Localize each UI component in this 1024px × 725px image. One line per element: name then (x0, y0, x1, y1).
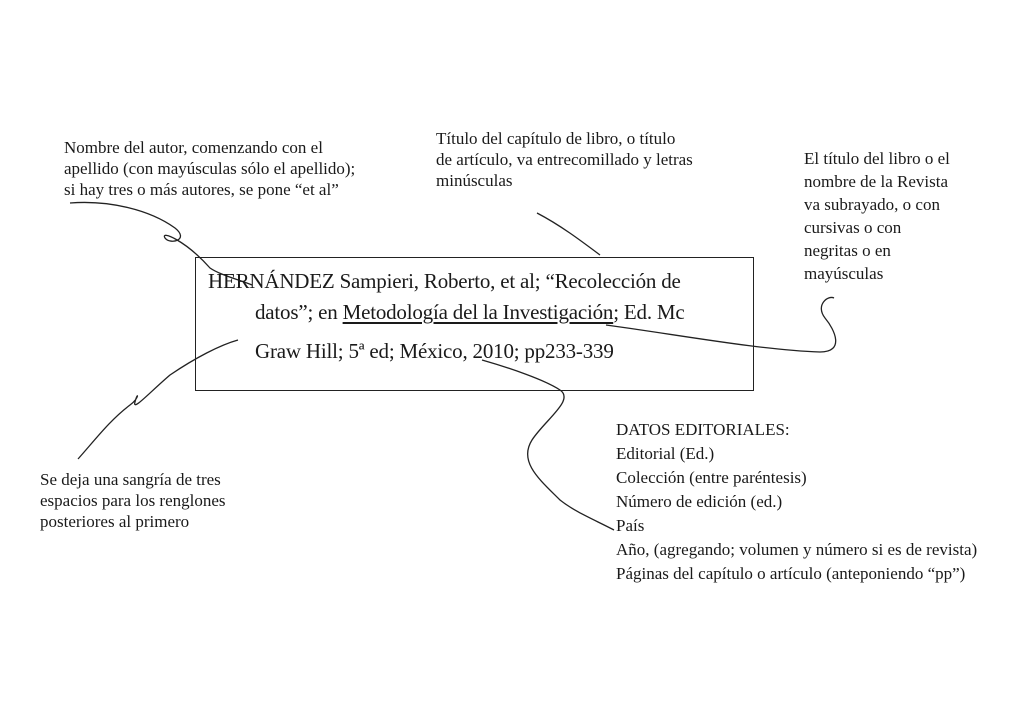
note-line: nombre de la Revista (804, 172, 948, 191)
reference-box (195, 257, 754, 391)
note-line: Editorial (Ed.) (616, 444, 715, 463)
note-line: Nombre del autor, comenzando con el (64, 138, 323, 157)
annotation-editorial-data (616, 418, 977, 586)
annotation-chapter-title (436, 128, 693, 191)
reference-text: datos”; en (255, 300, 343, 324)
reference-line-3: Graw Hill; 5ª ed; México, 2010; pp233-339 (255, 339, 614, 363)
note-heading: DATOS EDITORIALES: (616, 420, 790, 439)
note-line: si hay tres o más autores, se pone “et al” (64, 180, 339, 199)
annotation-author (64, 137, 355, 200)
note-line: País (616, 516, 645, 535)
note-line: cursivas o con (804, 218, 902, 237)
annotation-indent (40, 469, 226, 532)
note-line: minúsculas (436, 171, 513, 190)
note-line: espacios para los renglones (40, 491, 226, 510)
note-line: posteriores al primero (40, 512, 190, 531)
note-line: apellido (con mayúsculas sólo el apellido); (64, 159, 356, 178)
note-line: va subrayado, o con (804, 195, 940, 214)
note-line: Páginas del capítulo o artículo (anteponiendo “pp”) (616, 564, 966, 583)
reference-book-title: Metodología del la Investigación (342, 300, 614, 324)
note-line: Año, (agregando; volumen y número si es de revista) (616, 540, 978, 559)
note-line: negritas o en (804, 241, 891, 260)
note-line: Colección (entre paréntesis) (616, 468, 807, 487)
note-line: de artículo, va entrecomillado y letras (436, 150, 693, 169)
reference-text: ; Ed. Mc (613, 300, 685, 324)
connector-titulo (537, 213, 600, 255)
reference-line-1: HERNÁNDEZ Sampieri, Roberto, et al; “Recolección de (208, 269, 681, 293)
note-line: Se deja una sangría de tres (40, 470, 221, 489)
reference-line-2 (255, 299, 685, 325)
note-line: Número de edición (ed.) (616, 492, 783, 511)
note-line: Título del capítulo de libro, o título (436, 129, 676, 148)
note-line: mayúsculas (804, 264, 884, 283)
annotation-book-title (804, 147, 950, 285)
note-line: El título del libro o el (804, 149, 950, 168)
